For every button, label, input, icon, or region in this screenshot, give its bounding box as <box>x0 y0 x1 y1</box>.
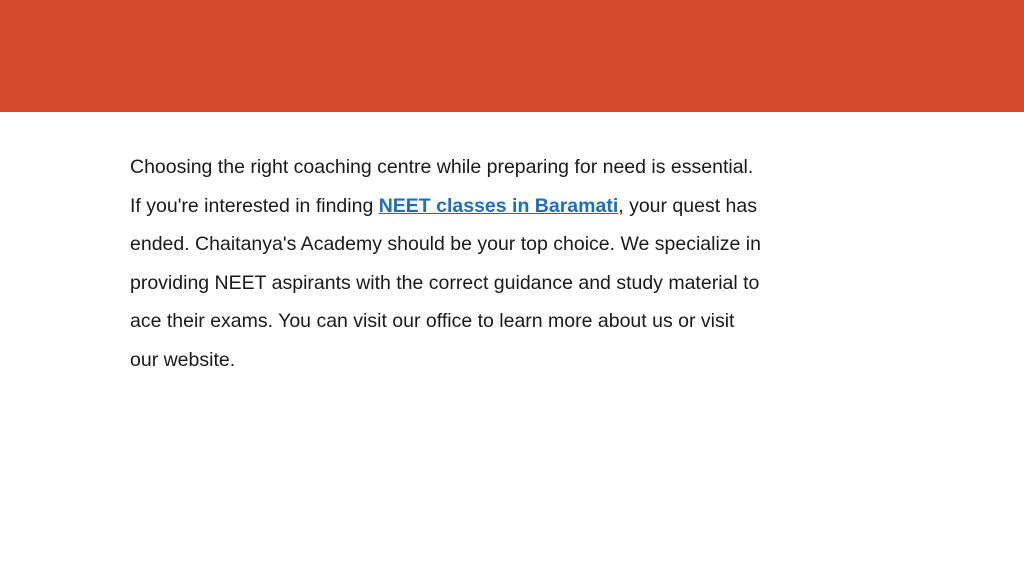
body-paragraph <box>130 148 830 380</box>
paragraph-line: ace their exams. You can visit our office to learn more about us or visit <box>130 310 735 333</box>
paragraph-line: providing NEET aspirants with the correct guidance and study material to <box>130 271 760 294</box>
paragraph-line: ended. Chaitanya's Academy should be your top choice. We specialize in <box>130 233 761 256</box>
paragraph-text: If you're interested in finding <box>130 194 379 217</box>
header-band <box>0 0 1024 112</box>
paragraph-line: Choosing the right coaching centre while preparing for need is essential. <box>130 156 754 178</box>
neet-classes-link[interactable]: NEET classes in Baramati <box>378 194 619 217</box>
paragraph-text: , your quest has <box>618 194 757 217</box>
paragraph-line <box>130 187 830 226</box>
paragraph-line: our website. <box>130 348 236 371</box>
